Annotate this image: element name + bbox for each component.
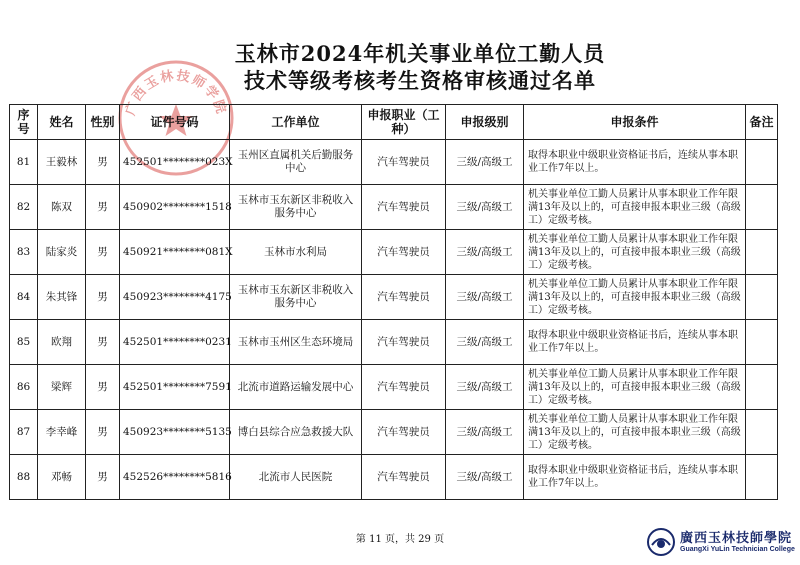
cell-id: 452501********023X [120,140,230,185]
cell-level: 三级/高级工 [446,320,524,365]
cell-condition: 取得本职业中级职业资格证书后，连续从事本职业工作7年以上。 [524,320,746,365]
cell-name: 陆家炎 [38,230,86,275]
cell-gender: 男 [86,410,120,455]
header-name: 姓名 [38,105,86,140]
table-row [10,410,778,455]
cell-seq: 83 [10,230,38,275]
cell-name: 梁辉 [38,365,86,410]
cell-gender: 男 [86,185,120,230]
document-title [0,40,800,94]
cell-job: 汽车驾驶员 [362,410,446,455]
header-gender: 性别 [86,105,120,140]
college-name: 廣西玉林技師學院 [680,531,793,546]
cell-condition: 机关事业单位工勤人员累计从事本职业工作年限满13年及以上的，可直接申报本职业三级（高级工）定级考核。 [524,275,746,320]
cell-seq: 81 [10,140,38,185]
cell-seq: 87 [10,410,38,455]
cell-condition: 机关事业单位工勤人员累计从事本职业工作年限满13年及以上的，可直接申报本职业三级（高级工）定级考核。 [524,410,746,455]
cell-name: 邓畅 [38,455,86,500]
cell-level: 三级/高级工 [446,455,524,500]
cell-level: 三级/高级工 [446,410,524,455]
table-row [10,275,778,320]
cell-unit: 玉州区直属机关后勤服务中心 [230,140,362,185]
cell-seq: 84 [10,275,38,320]
cell-name: 陈双 [38,185,86,230]
cell-remark [746,275,778,320]
cell-job: 汽车驾驶员 [362,230,446,275]
cell-gender: 男 [86,140,120,185]
cell-gender: 男 [86,230,120,275]
cell-remark [746,365,778,410]
table-row [10,185,778,230]
cell-seq: 85 [10,320,38,365]
cell-remark [746,230,778,275]
cell-seq: 86 [10,365,38,410]
cell-seq: 88 [10,455,38,500]
cell-id: 450921********081X [120,230,230,275]
cell-name: 欧翔 [38,320,86,365]
cell-unit: 北流市人民医院 [230,455,362,500]
cell-level: 三级/高级工 [446,140,524,185]
cell-remark [746,455,778,500]
header-unit: 工作单位 [230,105,362,140]
cell-unit: 玉林市玉州区生态环境局 [230,320,362,365]
table-row [10,230,778,275]
cell-level: 三级/高级工 [446,185,524,230]
cell-gender: 男 [86,320,120,365]
cell-remark [746,140,778,185]
cell-job: 汽车驾驶员 [362,185,446,230]
approved-candidates-table [9,104,778,500]
header-condition: 申报条件 [524,105,746,140]
cell-job: 汽车驾驶员 [362,365,446,410]
cell-id: 452501********7591 [120,365,230,410]
cell-gender: 男 [86,365,120,410]
cell-remark [746,185,778,230]
cell-id: 450923********4175 [120,275,230,320]
cell-name: 王毅林 [38,140,86,185]
table-row [10,320,778,365]
cell-id: 452501********0231 [120,320,230,365]
table-row [10,140,778,185]
cell-unit: 玉林市玉东新区非税收入服务中心 [230,185,362,230]
cell-gender: 男 [86,275,120,320]
cell-level: 三级/高级工 [446,275,524,320]
college-emblem-icon [646,527,676,557]
header-level: 申报级别 [446,105,524,140]
page-number: 第 11 页，共 29 页 [355,534,445,545]
header-job: 申报职业（工种） [362,105,446,140]
cell-level: 三级/高级工 [446,230,524,275]
cell-condition: 机关事业单位工勤人员累计从事本职业工作年限满13年及以上的，可直接申报本职业三级（高级工）定级考核。 [524,365,746,410]
header-id: 证件号码 [120,105,230,140]
cell-level: 三级/高级工 [446,365,524,410]
cell-name: 朱其锋 [38,275,86,320]
cell-id: 450923********5135 [120,410,230,455]
table-row [10,365,778,410]
cell-condition: 取得本职业中级职业资格证书后，连续从事本职业工作7年以上。 [524,455,746,500]
cell-condition: 机关事业单位工勤人员累计从事本职业工作年限满13年及以上的，可直接申报本职业三级（高级工）定级考核。 [524,185,746,230]
table-row [10,455,778,500]
title-line-1: 玉林市2024年机关事业单位工勤人员 [234,41,606,66]
cell-job: 汽车驾驶员 [362,320,446,365]
cell-remark [746,410,778,455]
cell-unit: 玉林市水利局 [230,230,362,275]
cell-unit: 玉林市玉东新区非税收入服务中心 [230,275,362,320]
college-name-english: GuangXi YuLin Technician College [680,546,795,553]
cell-condition: 机关事业单位工勤人员累计从事本职业工作年限满13年及以上的，可直接申报本职业三级（高级工）定级考核。 [524,230,746,275]
cell-name: 李幸峰 [38,410,86,455]
cell-seq: 82 [10,185,38,230]
title-line-2: 技术等级考核考生资格审核通过名单 [244,68,596,93]
header-remark: 备注 [746,105,778,140]
cell-unit: 博白县综合应急救援大队 [230,410,362,455]
college-logo [646,525,796,561]
cell-remark [746,320,778,365]
cell-gender: 男 [86,455,120,500]
cell-job: 汽车驾驶员 [362,275,446,320]
cell-unit: 北流市道路运输发展中心 [230,365,362,410]
header-seq: 序号 [10,105,38,140]
seal-text: 广西玉林技师学院 [123,68,229,118]
cell-job: 汽车驾驶员 [362,140,446,185]
cell-job: 汽车驾驶员 [362,455,446,500]
cell-condition: 取得本职业中级职业资格证书后，连续从事本职业工作7年以上。 [524,140,746,185]
table-header-row [10,105,778,140]
cell-id: 450902********1518 [120,185,230,230]
cell-id: 452526********5816 [120,455,230,500]
